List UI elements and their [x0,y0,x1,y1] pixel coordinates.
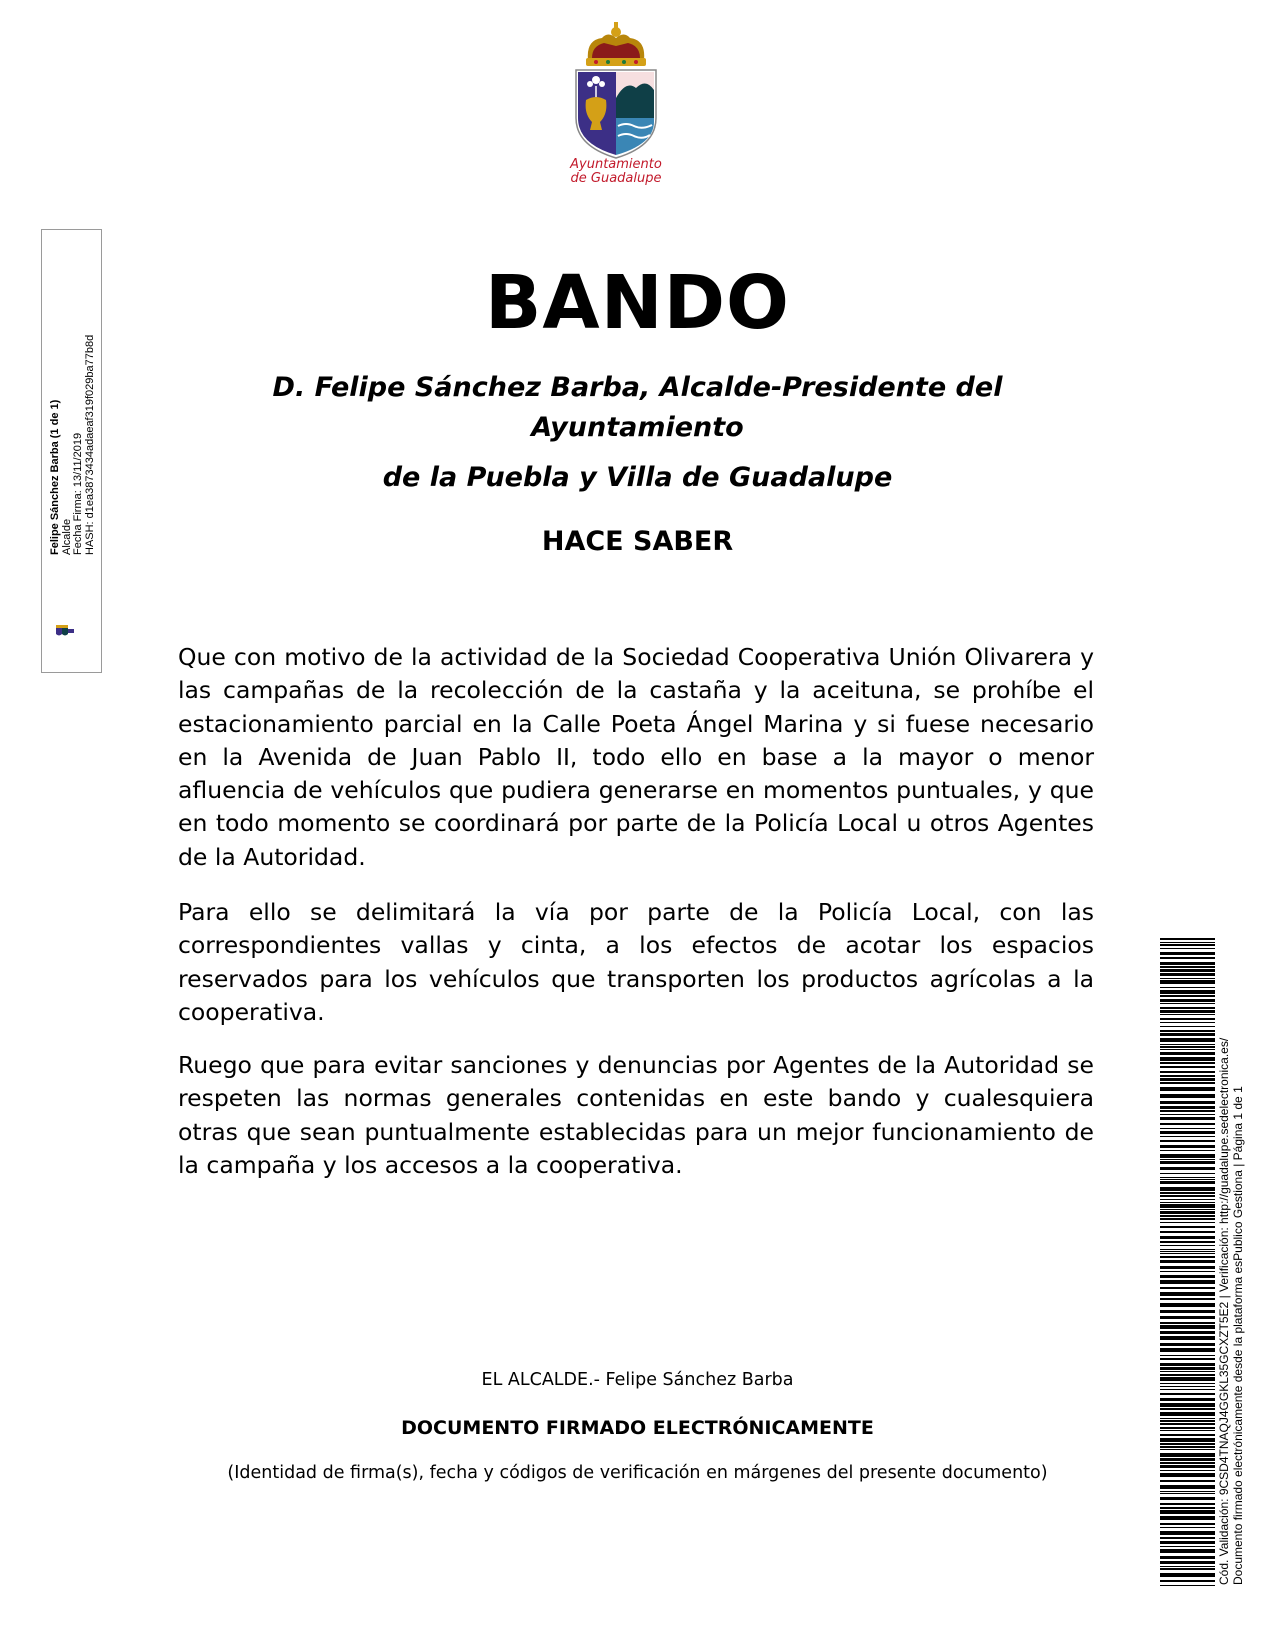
barcode-bar [1160,1181,1215,1184]
barcode-bar [1160,1071,1215,1073]
barcode-bar [1160,1046,1215,1048]
barcode-bar [1160,1010,1215,1013]
barcode-bar [1160,1179,1215,1180]
barcode-bar [1160,1026,1215,1027]
barcode-bar [1160,1465,1215,1468]
barcode-bar [1160,1218,1215,1220]
barcode-bar [1160,978,1215,979]
barcode-bar [1160,1231,1215,1233]
barcode-bar [1160,1260,1215,1263]
barcode-bar [1160,1038,1215,1042]
barcode-bar [1160,1408,1215,1410]
barcode-bar [1160,1123,1215,1125]
signer-name: Felipe Sánchez Barba (1 de 1) [49,399,61,555]
barcode-bar [1160,1458,1215,1461]
barcode-bar [1160,1383,1215,1384]
municipality-line: de la Puebla y Villa de Guadalupe [382,462,893,493]
barcode-bar [1160,1497,1215,1500]
barcode-bar [1160,1556,1215,1559]
barcode-bar [1160,1145,1215,1148]
barcode-bar [1160,1057,1215,1061]
municipal-coat-of-arms-icon [556,18,676,163]
barcode-bar [1160,1136,1215,1137]
barcode-bar [1160,1052,1215,1055]
barcode-bar [1160,1266,1215,1269]
barcode-bar [1160,1018,1215,1020]
barcode-bar [1160,1516,1215,1520]
barcode-bar [1160,1236,1215,1239]
barcode-bar [1160,1117,1215,1120]
barcode-bar [1160,1275,1215,1278]
barcode-bar [1160,1159,1215,1160]
barcode-bar [1160,973,1215,976]
barcode-bar [1160,1110,1215,1112]
barcode-bar [1160,1367,1215,1370]
barcode-bar [1160,1128,1215,1129]
signer-role: Alcalde [60,518,73,555]
barcode-bar [1160,1167,1215,1170]
barcode-bar [1160,1358,1215,1360]
barcode-bar [1160,1470,1215,1471]
barcode-bar [1160,1140,1215,1142]
municipal-logo [556,18,676,208]
barcode-bar [1160,1549,1215,1553]
barcode-bar [1160,1082,1215,1084]
barcode-bar [1160,1393,1215,1395]
barcode-bar [1160,1292,1215,1296]
validation-info [1218,945,1245,1585]
barcode-bar [1160,999,1215,1002]
barcode-bar [1160,1473,1215,1477]
barcode-bar [1160,1177,1215,1178]
barcode-bar [1160,1303,1215,1307]
barcode-bar [1160,1154,1215,1158]
barcode-bar [1160,1403,1215,1407]
barcode-bar [1160,1561,1215,1564]
platform-notice: Documento firmado electrónicamente desde la plataforma esPublico Gestiona | Página 1 de 1 [1230,1086,1245,1585]
barcode-bar [1160,1062,1215,1064]
barcode-bar [1160,1202,1215,1203]
barcode-bar [1160,952,1215,955]
barcode-bar [1160,1343,1215,1346]
barcode-bar [1160,1377,1215,1381]
barcode-bar [1160,1386,1215,1387]
barcode-bar [1160,1503,1215,1505]
barcode-bar [1160,1131,1215,1134]
barcode-bar [1160,1537,1215,1539]
small-coat-of-arms-icon [50,620,78,640]
barcode-bar [1160,1187,1215,1191]
barcode-bar [1160,995,1215,997]
barcode-bar [1160,1443,1215,1445]
barcode-bar [1160,987,1215,988]
town-name-line-1: Ayuntamiento [570,157,662,172]
barcode-bar [1160,1493,1215,1494]
barcode-bar [1160,1253,1215,1254]
barcode-bar [1160,1287,1215,1289]
barcode-bar [1160,942,1215,943]
barcode-bar [1160,1271,1215,1272]
barcode-bar [1160,1430,1215,1431]
barcode-bar [1160,1527,1215,1528]
barcode-bar [1160,990,1215,994]
barcode-bar [1160,1199,1215,1200]
barcode-bar [1160,1546,1215,1547]
barcode-bar [1160,1423,1215,1425]
barcode-bar [1160,1453,1215,1457]
barcode-bar [1160,1485,1215,1489]
body-paragraph: Ruego que para evitar sanciones y denuncias por Agentes de la Autoridad se respeten las normas generales contenidas en este bando y cualesquiera otras que sean puntualmente establecidas para un mejor funcionamiento de la campaña y los accesos a la cooperativa. [178,1051,1094,1179]
barcode-bar [1160,1222,1215,1223]
hace-saber-heading: HACE SABER [541,526,734,557]
barcode-bar [1160,1106,1215,1109]
electronic-signature-notice: DOCUMENTO FIRMADO ELECTRÓNICAMENTE [401,1417,874,1439]
barcode-bar [1160,1044,1215,1045]
barcode-bar [1160,1310,1215,1313]
barcode-bar [1160,1371,1215,1372]
barcode-bar [1160,1256,1215,1258]
validation-code: Cód. Validación: 9CSD4TNAQJ4GGKL35GCXZT5E2 | Verificación: http://guadalupe.sedelectronica.es/ [1217,1037,1231,1585]
barcode-bar [1160,1507,1215,1509]
barcode-bar [1160,1398,1215,1401]
barcode-bar [1160,1078,1215,1081]
barcode-bar [1160,1298,1215,1300]
barcode-bar [1160,1322,1215,1324]
barcode-bar [1160,1173,1215,1174]
barcode-bar [1160,1280,1215,1284]
barcode-bar [1160,1412,1215,1416]
barcode-bar [1160,1331,1215,1334]
barcode-bar [1160,1251,1215,1252]
barcode-bar [1160,1434,1215,1436]
town-name-line-2: de Guadalupe [570,171,662,186]
barcode-bar [1160,1316,1215,1319]
barcode-bar [1160,1523,1215,1525]
barcode-bar [1160,1389,1215,1390]
barcode-bar [1160,1003,1215,1004]
barcode-bar [1160,1446,1215,1448]
barcode-bar [1160,1075,1215,1077]
document-title: BANDO [485,260,790,346]
barcode-bar [1160,1087,1215,1091]
barcode-bar [1160,1418,1215,1419]
barcode-bar [1160,1580,1215,1582]
barcode-bar [1160,1355,1215,1356]
signature-date: Fecha Firma: 13/11/2019 [72,432,84,555]
barcode-bar [1160,1491,1215,1492]
barcode-bar [1160,966,1215,968]
barcode-bar [1160,1161,1215,1164]
barcode-bar [1160,1438,1215,1442]
barcode-bar [1160,938,1215,940]
barcode-bar [1160,1420,1215,1422]
barcode-bar [1160,1215,1215,1217]
barcode-bar [1160,1531,1215,1535]
verification-barcode [1160,938,1215,1586]
barcode-bar [1160,1541,1215,1544]
barcode-bar [1160,957,1215,959]
barcode-bar [1160,1195,1215,1197]
barcode-bar [1160,1204,1215,1208]
signature-hash: HASH: d1ea3873434adaeaf319f029ba77b8d [83,334,96,555]
issuer-line: D. Felipe Sánchez Barba, Alcalde-Presidente del Ayuntamiento [272,372,1003,443]
barcode-bar [1160,1033,1215,1036]
barcode-bar [1160,948,1215,949]
barcode-bar [1160,1566,1215,1567]
barcode-bar [1160,1573,1215,1577]
barcode-bar [1160,1245,1215,1246]
barcode-bar [1160,969,1215,972]
barcode-bar [1160,1192,1215,1194]
barcode-bar [1160,1462,1215,1464]
barcode-bar [1160,962,1215,965]
barcode-bar [1160,1049,1215,1050]
barcode-bar [1160,1325,1215,1329]
barcode-bar [1160,1022,1215,1023]
barcode-bar [1160,944,1215,946]
barcode-bar [1160,1336,1215,1340]
barcode-bar [1160,1211,1215,1214]
barcode-bar [1160,1209,1215,1210]
barcode-bar [1160,1014,1215,1015]
barcode-bar [1160,1427,1215,1429]
barcode-bar [1160,1348,1215,1352]
barcode-bar [1160,1374,1215,1376]
barcode-bar [1160,1007,1215,1009]
barcode-bar [1160,1568,1215,1570]
barcode-bar [1160,1363,1215,1366]
body-paragraph: Que con motivo de la actividad de la Sociedad Cooperativa Unión Olivarera y las campañas de la recolección de la castaña y la aceituna, se prohíbe el estacionamiento parcial en la Calle Poeta Ángel Marina y si fuese necesario en la Avenida de Juan Pablo II, todo ello en base a la mayor o menor afluencia de vehículos que pudiera generarse en momentos puntuales, y que en todo momento se coordinará por parte de la Policía Local u otros Agentes de la Autoridad. [178,643,1094,871]
body-paragraph: Para ello se delimitará la vía por parte de la Policía Local, con las correspondientes vallas y cinta, a los efectos de acotar los espacios reservados para los vehículos que transporten los productos agrícolas a la cooperativa. [178,898,1094,1026]
barcode-bar [1160,1114,1215,1115]
barcode-bar [1160,1241,1215,1243]
barcode-bar [1160,1094,1215,1098]
signatory-line: EL ALCALDE.- Felipe Sánchez Barba [481,1370,794,1390]
barcode-bar [1160,980,1215,984]
barcode-bar [1160,1150,1215,1151]
barcode-bar [1160,1101,1215,1104]
barcode-bar [1160,1449,1215,1450]
barcode-bar [1160,1030,1215,1032]
barcode-bar [1160,1066,1215,1068]
barcode-bar [1160,1226,1215,1228]
signature-identity-note: (Identidad de firma(s), fecha y códigos de verificación en márgenes del presente documento) [227,1463,1048,1483]
barcode-bar [1160,1249,1215,1250]
barcode-bar [1160,1480,1215,1482]
barcode-bar [1160,1585,1215,1586]
barcode-bar [1160,1510,1215,1514]
